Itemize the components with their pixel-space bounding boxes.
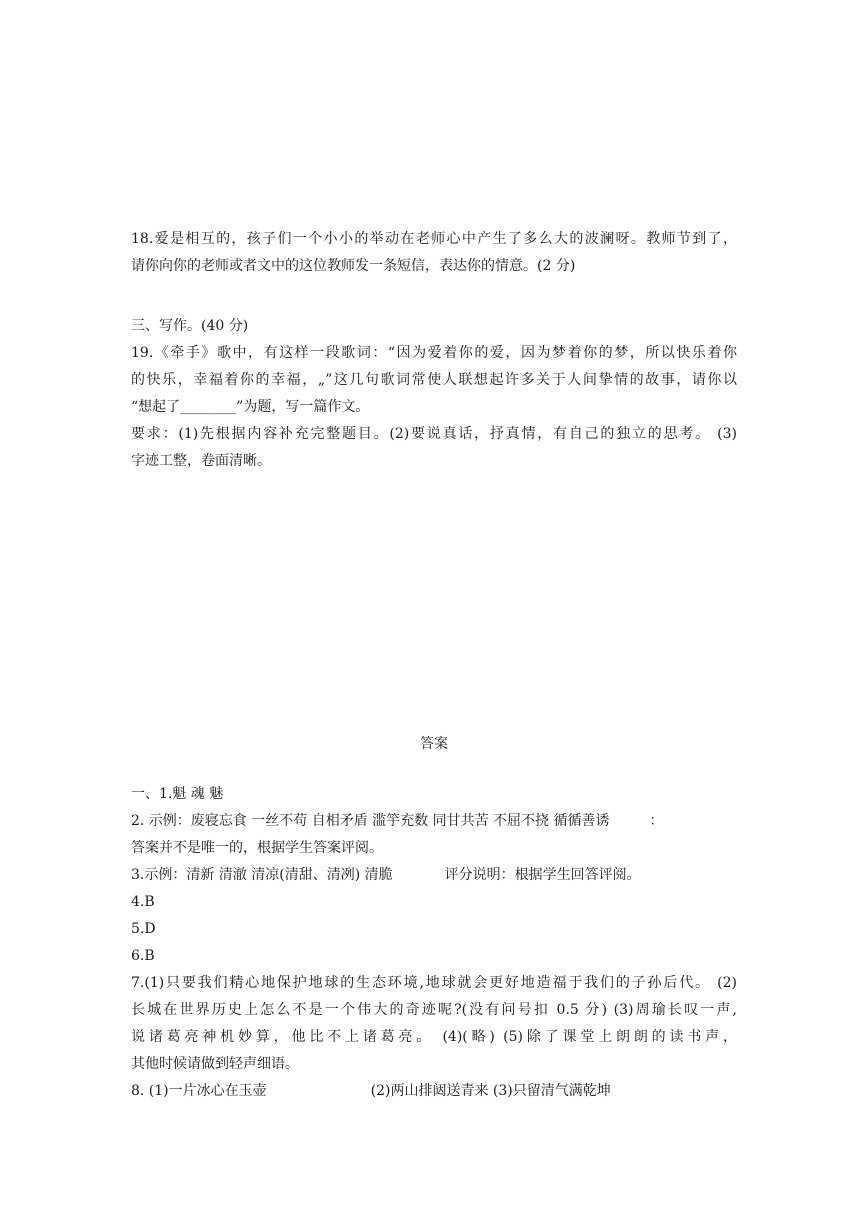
answer-2-examples: 2. 示例：废寝忘食 一丝不苟 自相矛盾 滥竽充数 同甘共苦 不屈不挠 循循善诱 [131, 813, 610, 829]
section-3 [131, 313, 737, 340]
question-18-line-1: 18.爱是相互的，孩子们一个小小的举动在老师心中产生了多么大的波澜呀。教师节到了， [131, 231, 737, 247]
answer-6: 6.B [131, 948, 155, 964]
answer-7-line-1: 7.(1)只要我们精心地保护地球的生态环境,地球就会更好地造福于我们的子孙后代。 (2) [131, 975, 737, 991]
answer-2-line-2: 答案并不是唯一的，根据学生答案评阅。 [131, 840, 383, 856]
answer-8-part-1: 8. (1)一片冰心在玉壶 [131, 1083, 267, 1099]
question-18-line-2: 请你向你的老师或者文中的这位教师发一条短信，表达你的情意。(2 分) [131, 258, 576, 274]
question-19-requirements-line-2: 字迹工整，卷面清晰。 [131, 453, 271, 469]
question-19-requirements-line-1: 要求：(1)先根据内容补充完整题目。(2)要说真话，抒真情，有自己的独立的思考。 (3) [131, 426, 737, 442]
answer-2-note-mark: ： [649, 813, 664, 829]
answer-3-examples: 3.示例：清新 清澈 清凉(清甜、清冽) 清脆 [131, 867, 393, 883]
answer-7-line-4: 其他时候请做到轻声细语。 [131, 1056, 299, 1072]
answer-7-line-3: 说诸葛亮神机妙算，他比不上诸葛亮。 (4)(略) (5)除了课堂上朗朗的读书声， [131, 1029, 737, 1045]
section-3-heading: 三、写作。(40 分) [131, 318, 249, 334]
question-19 [131, 340, 737, 475]
question-19-line-2: 的快乐，幸福着你的幸福，„”这几句歌词常使人联想起许多关于人间挚情的故事，请你以 [131, 372, 737, 388]
answer-1: 一、1.魁 魂 魅 [131, 786, 224, 802]
question-19-line-3: “想起了________”为题，写一篇作文。 [131, 399, 370, 415]
answers-section [131, 781, 737, 1105]
answer-3 [131, 862, 737, 889]
answer-7-line-2: 长城在世界历史上怎么不是一个伟大的奇迹呢?(没有问号扣 0.5 分) (3)周瑜长叹一声, [131, 1002, 737, 1018]
question-18 [131, 226, 737, 280]
answer-2-line-1 [131, 808, 737, 835]
answers-header [131, 731, 737, 758]
answer-8-part-2-3: (2)两山排闼送青来 (3)只留清气满乾坤 [370, 1083, 611, 1099]
answer-3-scoring-note: 评分说明：根据学生回答评阅。 [444, 867, 641, 883]
answer-4: 4.B [131, 894, 155, 910]
answer-8 [131, 1078, 737, 1105]
answer-5: 5.D [131, 921, 156, 937]
answers-title: 答案 [420, 736, 448, 752]
question-19-line-1: 19.《牵手》歌中，有这样一段歌词：“因为爱着你的爱，因为梦着你的梦，所以快乐着你 [131, 345, 737, 361]
